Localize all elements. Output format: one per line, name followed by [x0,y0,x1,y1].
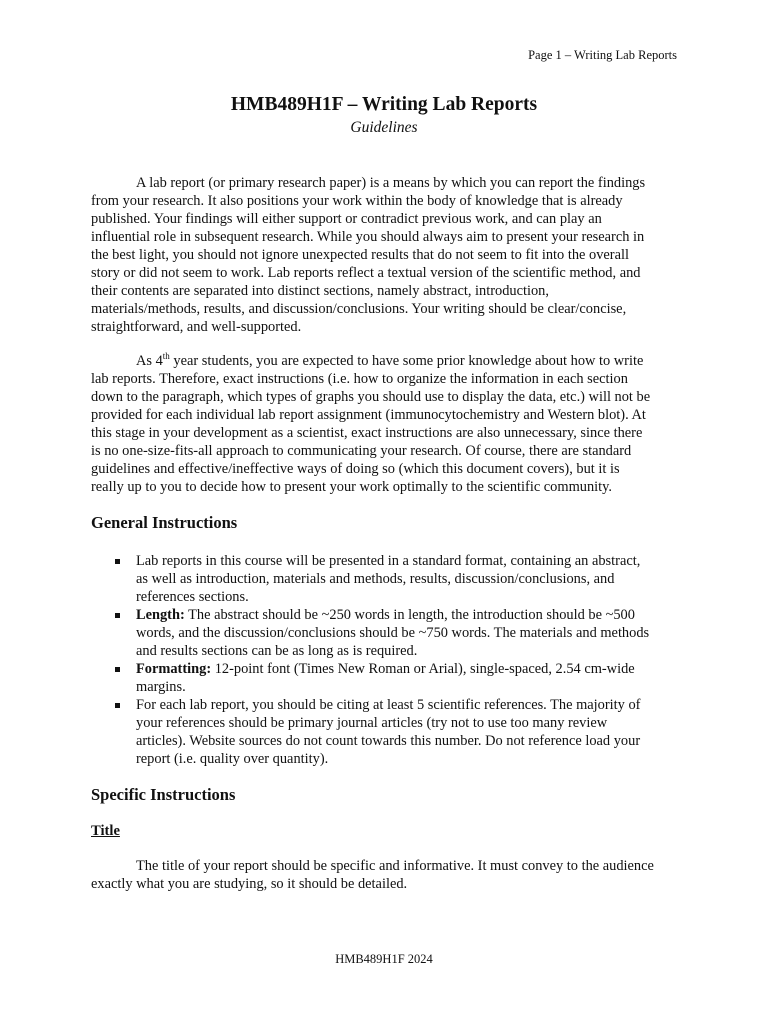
paragraph-line: down to the paragraph, which types of graphs you should use to display the data, etc.) will not be [91,389,651,405]
paragraph-line: The title of your report should be specific and informative. It must convey to the audience [136,858,654,874]
paragraph-line: published. Your findings will either support or contradict previous work, and can play an [91,211,602,227]
paragraph-line: from your research. It also positions your work within the body of knowledge that is already [91,193,623,209]
intro-paragraph-1 [91,174,668,336]
document-title: HMB489H1F – Writing Lab Reports [230,94,538,115]
intro-paragraph-2 [91,352,668,496]
list-item [91,660,681,696]
paragraph-line: exactly what you are studying, so it should be detailed. [91,876,408,892]
document-subtitle: Guidelines [350,119,418,136]
list-item-text: The abstract should be ~250 words in length, the introduction should be ~500 [184,607,635,623]
list-item-line: words, and the discussion/conclusions should be ~750 words. The materials and methods [136,625,650,641]
paragraph-line: provided for each individual lab report assignment (immunocytochemistry and Western blot). At [91,407,646,423]
list-item-line: Lab reports in this course will be presented in a standard format, containing an abstract, [136,553,641,569]
bullet-marker [115,613,120,618]
list-item-line [136,660,681,678]
list-item-line: For each lab report, you should be citing at least 5 scientific references. The majority of [136,697,641,713]
list-item-line [136,606,681,624]
list-item-line: report (i.e. quality over quantity). [136,751,329,767]
list-item-line: references sections. [136,589,249,605]
list-item-text: 12-point font (Times New Roman or Arial), single-spaced, 2.54 cm-wide [211,661,635,677]
page-footer: HMB489H1F 2024 [335,952,433,966]
bullet-marker [115,667,120,672]
paragraph-text: As 4 [136,353,163,369]
list-item [91,552,681,606]
bullet-marker [115,703,120,708]
paragraph-line: guidelines and effective/ineffective ways of doing so (which this document covers), but it is [91,461,620,477]
paragraph-line: lab reports. Therefore, exact instructions (i.e. how to organize the information in each section [91,371,628,387]
list-item-line: and results sections can be as long as is required. [136,643,418,659]
title-section-paragraph [91,857,668,893]
list-item-line: your references should be primary journal articles (try not to use too many review [136,715,608,731]
title-section-heading: Title [91,823,120,839]
paragraph-line: influential role in subsequent research. While you should always aim to present your research in [91,229,645,245]
list-item-label: Formatting: [136,661,212,677]
paragraph-line [91,352,668,370]
list-item [91,606,681,660]
general-instructions-list [91,552,681,768]
paragraph-line: the best light, you should not ignore unexpected results that do not seem to fit into the overall [91,247,629,263]
list-item-label: Length: [136,607,185,623]
paragraph-line: is no one-size-fits-all approach to communicating your research. Of course, there are standard [91,443,632,459]
paragraph-line: their contents are separated into distinct sections, namely abstract, introduction, [91,283,549,299]
list-item [91,696,681,768]
general-instructions-heading: General Instructions [91,513,238,532]
paragraph-line: materials/methods, results, and discussion/conclusions. Your writing should be clear/concise, [91,301,627,317]
paragraph-line: straightforward, and well-supported. [91,319,302,335]
specific-instructions-heading: Specific Instructions [91,785,236,804]
superscript: th [162,351,170,362]
paragraph-line: story or did not seem to work. Lab reports reflect a textual version of the scientific method, and [91,265,641,281]
bullet-marker [115,559,120,564]
paragraph-line: really up to you to decide how to present your work optimally to the scientific community. [91,479,613,495]
page-header: Page 1 – Writing Lab Reports [528,48,677,62]
paragraph-line: this stage in your development as a scientist, exact instructions are also unnecessary, since there [91,425,643,441]
list-item-line: margins. [136,679,186,695]
paragraph-text: year students, you are expected to have some prior knowledge about how to write [169,353,644,369]
paragraph-line: A lab report (or primary research paper) is a means by which you can report the findings [136,175,646,191]
list-item-line: as well as introduction, materials and methods, results, discussion/conclusions, and [136,571,615,587]
list-item-line: articles). Website sources do not count towards this number. Do not reference load your [136,733,641,749]
